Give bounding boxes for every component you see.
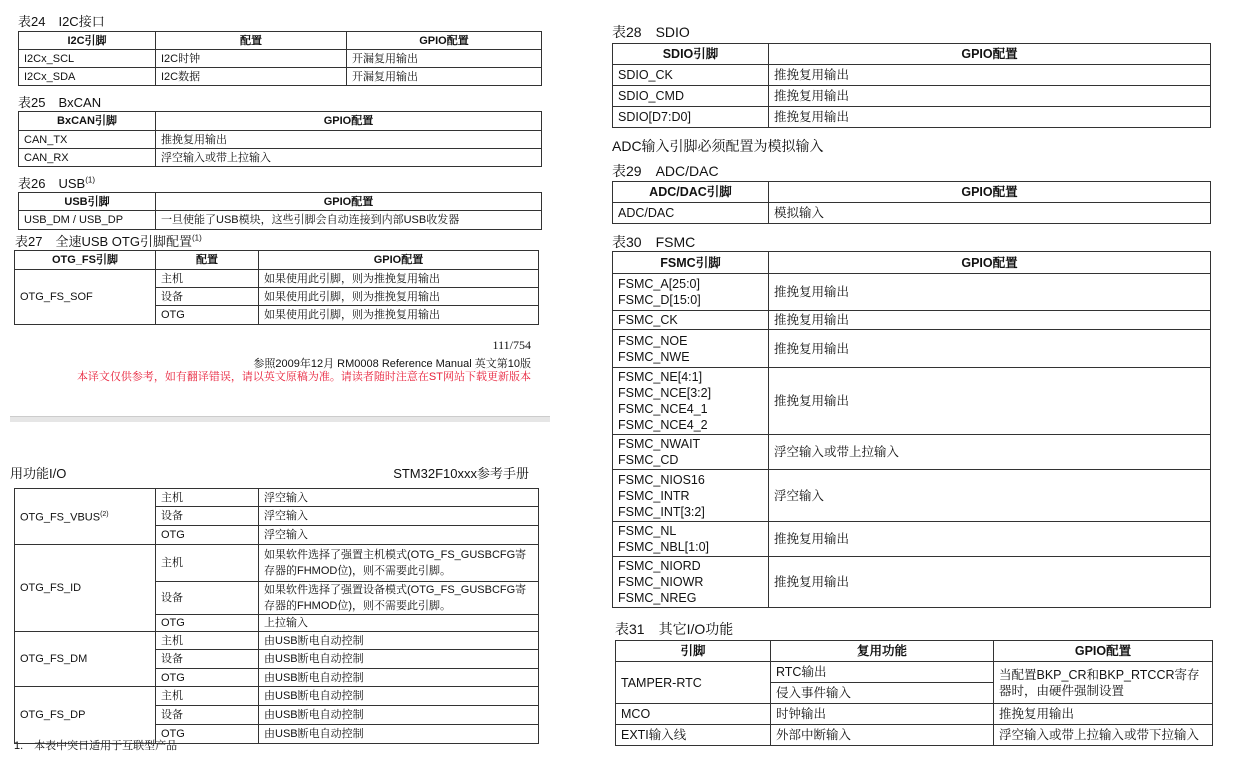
table-29-title: 表29 ADC/DAC [612, 163, 719, 179]
footnote: 1. 本表中突日适用于互联型产品 [14, 740, 178, 752]
table-row [616, 725, 1213, 746]
table-row [613, 368, 1211, 435]
pin-cell: TAMPER-RTC [616, 662, 771, 704]
table-cell: 推挽复用输出 [769, 86, 1211, 107]
table-row [19, 211, 542, 230]
table-cell: ADC/DAC [613, 203, 769, 224]
table-31-title: 表31 其它I/O功能 [615, 621, 734, 637]
table-cell: SDIO[D7:D0] [613, 107, 769, 128]
table-row [613, 107, 1211, 128]
table-26-usb [18, 192, 542, 230]
table-29-adc-dac [612, 181, 1211, 224]
table-row [613, 65, 1211, 86]
table-row [15, 489, 539, 507]
table-row [15, 545, 539, 582]
column-header: 复用功能 [771, 641, 994, 662]
table-header-row [19, 32, 542, 50]
column-header: OTG_FS引脚 [15, 251, 156, 270]
table-cell: 推挽复用输出 [769, 330, 1211, 368]
table-header-row [19, 193, 542, 211]
column-header: GPIO配置 [769, 252, 1211, 274]
table-row [15, 632, 539, 650]
table-24-title: 表24 I2C接口 [18, 14, 105, 29]
table-cell: 推挽复用输出 [769, 522, 1211, 557]
gpio-config-cell: 浮空输入 [259, 526, 539, 545]
gpio-config-cell: 由USB断电自动控制 [259, 706, 539, 725]
gpio-config-cell: 浮空输入 [259, 507, 539, 526]
table-27-otg-fs [14, 250, 539, 325]
table-cell: FSMC_NIOS16 FSMC_INTR FSMC_INT[3:2] [613, 470, 769, 522]
pin-cell: OTG_FS_VBUS$^{(2)}$ [15, 489, 156, 545]
table-28-sdio [612, 43, 1211, 128]
gpio-config-cell: 当配置BKP_CR和BKP_RTCCR寄存器时，由硬件强制设置 [994, 662, 1213, 704]
table-header-row [613, 182, 1211, 203]
table-header-row [19, 112, 542, 131]
mode-cell: 设备 [156, 582, 259, 615]
pin-cell: OTG_FS_DM [15, 632, 156, 687]
mode-cell: 设备 [156, 288, 259, 306]
table-cell: 推挽复用输出 [769, 274, 1211, 311]
gpio-config-cell: 由USB断电自动控制 [259, 687, 539, 706]
column-header: 配置 [156, 32, 347, 50]
column-header: GPIO配置 [156, 112, 542, 131]
table-cell: 浮空输入或带上拉输入 [156, 149, 542, 167]
table-28-title: 表28 SDIO [612, 24, 690, 40]
table-header-row [616, 641, 1213, 662]
footnote-ref: (1) [85, 175, 95, 185]
mode-cell: 主机 [156, 632, 259, 650]
gpio-config-cell: 上拉输入 [259, 615, 539, 632]
table-cell: CAN_RX [19, 149, 156, 167]
table-cell: I2Cx_SDA [19, 68, 156, 86]
pin-cell: EXTI输入线 [616, 725, 771, 746]
column-header: GPIO配置 [347, 32, 542, 50]
table-cell: 模拟输入 [769, 203, 1211, 224]
table-row [15, 270, 539, 288]
table-cell: FSMC_CK [613, 311, 769, 330]
table-30-title: 表30 FSMC [612, 234, 696, 250]
table-cell: 推挽复用输出 [769, 368, 1211, 435]
mode-cell: 设备 [156, 507, 259, 526]
column-header: FSMC引脚 [613, 252, 769, 274]
table-header-row [613, 252, 1211, 274]
mode-cell: OTG [156, 669, 259, 687]
gpio-config-cell: 浮空输入 [259, 489, 539, 507]
footer-notice: 本译文仅供参考，如有翻译错误，请以英文原稿为准。请读者随时注意在ST网站下载更新版本 [76, 371, 531, 383]
table-cell: I2C数据 [156, 68, 347, 86]
table-cell: USB_DM / USB_DP [19, 211, 156, 230]
table-cell: 推挽复用输出 [769, 107, 1211, 128]
table-header-row [15, 251, 539, 270]
mode-cell: OTG [156, 526, 259, 545]
table-cell: SDIO_CK [613, 65, 769, 86]
table-cell: 推挽复用输出 [156, 131, 542, 149]
column-header: GPIO配置 [259, 251, 539, 270]
table-header-row [613, 44, 1211, 65]
table-cell: CAN_TX [19, 131, 156, 149]
footnote-ref: (1) [191, 233, 202, 243]
gpio-config-cell: 如果软件选择了强置主机模式(OTG_FS_GUSBCFG寄存器的FHMOD位)，则不需要此引脚。 [259, 545, 539, 582]
table-row [15, 687, 539, 706]
table-row [613, 311, 1211, 330]
table-row [613, 557, 1211, 608]
column-header: SDIO引脚 [613, 44, 769, 65]
table-cell: 浮空输入 [769, 470, 1211, 522]
gpio-config-cell: 推挽复用输出 [994, 704, 1213, 725]
table-row [613, 522, 1211, 557]
alt-function-cell: 时钟输出 [771, 704, 994, 725]
running-header-right: STM32F10xxx参考手册 [393, 466, 529, 481]
table-24-i2c [18, 31, 542, 86]
column-header: BxCAN引脚 [19, 112, 156, 131]
table-cell: FSMC_NE[4:1] FSMC_NCE[3:2] FSMC_NCE4_1 FSMC_NCE4_2 [613, 368, 769, 435]
mode-cell: 主机 [156, 687, 259, 706]
table-row [616, 704, 1213, 725]
table-row [613, 203, 1211, 224]
table-row [19, 149, 542, 167]
mode-cell: OTG [156, 725, 259, 744]
table-row [616, 662, 1213, 683]
table-cell: FSMC_NIORD FSMC_NIOWR FSMC_NREG [613, 557, 769, 608]
table-cell: FSMC_NWAIT FSMC_CD [613, 435, 769, 470]
gpio-config-cell: 如果使用此引脚，则为推挽复用输出 [259, 270, 539, 288]
table-cell: I2Cx_SCL [19, 50, 156, 68]
mode-cell: OTG [156, 615, 259, 632]
pin-cell: OTG_FS_ID [15, 545, 156, 632]
gpio-config-cell: 如果使用此引脚，则为推挽复用输出 [259, 288, 539, 306]
gpio-config-cell: 由USB断电自动控制 [259, 725, 539, 744]
mode-cell: 设备 [156, 706, 259, 725]
column-header: GPIO配置 [769, 44, 1211, 65]
table-30-fsmc [612, 251, 1211, 608]
table-row [19, 50, 542, 68]
column-header: 配置 [156, 251, 259, 270]
table-25-title: 表25 BxCAN [18, 95, 102, 110]
table-row [613, 470, 1211, 522]
column-header: GPIO配置 [769, 182, 1211, 203]
column-header: 引脚 [616, 641, 771, 662]
table-cell: 一旦使能了USB模块，这些引脚会自动连接到内部USB收发器 [156, 211, 542, 230]
table-row [613, 274, 1211, 311]
gpio-config-cell: 如果使用此引脚，则为推挽复用输出 [259, 306, 539, 325]
pin-cell: OTG_FS_DP [15, 687, 156, 744]
pin-cell: MCO [616, 704, 771, 725]
column-header: ADC/DAC引脚 [613, 182, 769, 203]
table-row [613, 435, 1211, 470]
table-cell: 开漏复用输出 [347, 50, 542, 68]
table-row [19, 131, 542, 149]
table-26-title [18, 173, 95, 192]
table-row [613, 86, 1211, 107]
gpio-config-cell: 由USB断电自动控制 [259, 669, 539, 687]
mode-cell: OTG [156, 306, 259, 325]
table-31-other-io [615, 640, 1213, 746]
gpio-config-cell: 由USB断电自动控制 [259, 650, 539, 669]
alt-function-cell: 外部中断输入 [771, 725, 994, 746]
page-number: 111/754 [492, 338, 531, 352]
table-row [19, 68, 542, 86]
table-cell: FSMC_NOE FSMC_NWE [613, 330, 769, 368]
gpio-config-cell: 由USB断电自动控制 [259, 632, 539, 650]
table-27-title-text: 表27 全速USB OTG引脚配置 [15, 234, 192, 249]
mode-cell: 设备 [156, 650, 259, 669]
table-27-title [15, 231, 202, 250]
adc-note: ADC输入引脚必须配置为模拟输入 [612, 138, 824, 154]
table-cell: 开漏复用输出 [347, 68, 542, 86]
table-cell: 推挽复用输出 [769, 311, 1211, 330]
column-header: GPIO配置 [156, 193, 542, 211]
alt-function-cell: RTC输出 [771, 662, 994, 683]
table-cell: I2C时钟 [156, 50, 347, 68]
table-cell: FSMC_NL FSMC_NBL[1:0] [613, 522, 769, 557]
table-cell: FSMC_A[25:0] FSMC_D[15:0] [613, 274, 769, 311]
footer-reference: 参照2009年12月 RM0008 Reference Manual 英文第10版 [253, 358, 531, 370]
table-26-title-text: 表26 USB [18, 176, 86, 191]
mode-cell: 主机 [156, 270, 259, 288]
table-25-bxcan [18, 111, 542, 167]
table-row [613, 330, 1211, 368]
mode-cell: 主机 [156, 489, 259, 507]
column-header: I2C引脚 [19, 32, 156, 50]
table-cell: 推挽复用输出 [769, 557, 1211, 608]
column-header: USB引脚 [19, 193, 156, 211]
table-cell: 浮空输入或带上拉输入 [769, 435, 1211, 470]
table-cell: SDIO_CMD [613, 86, 769, 107]
column-header: GPIO配置 [994, 641, 1213, 662]
gpio-config-cell: 浮空输入或带上拉输入或带下拉输入 [994, 725, 1213, 746]
footnote-ref: (2) [100, 511, 109, 519]
mode-cell: 主机 [156, 545, 259, 582]
gpio-config-cell: 如果软件选择了强置设备模式(OTG_FS_GUSBCFG寄存器的FHMOD位)，则不需要此引脚。 [259, 582, 539, 615]
table-cell: 推挽复用输出 [769, 65, 1211, 86]
page-divider [10, 416, 550, 422]
running-header-left: 用功能I/O [10, 466, 67, 481]
alt-function-cell: 侵入事件输入 [771, 683, 994, 704]
pin-cell: OTG_FS_SOF [15, 270, 156, 325]
